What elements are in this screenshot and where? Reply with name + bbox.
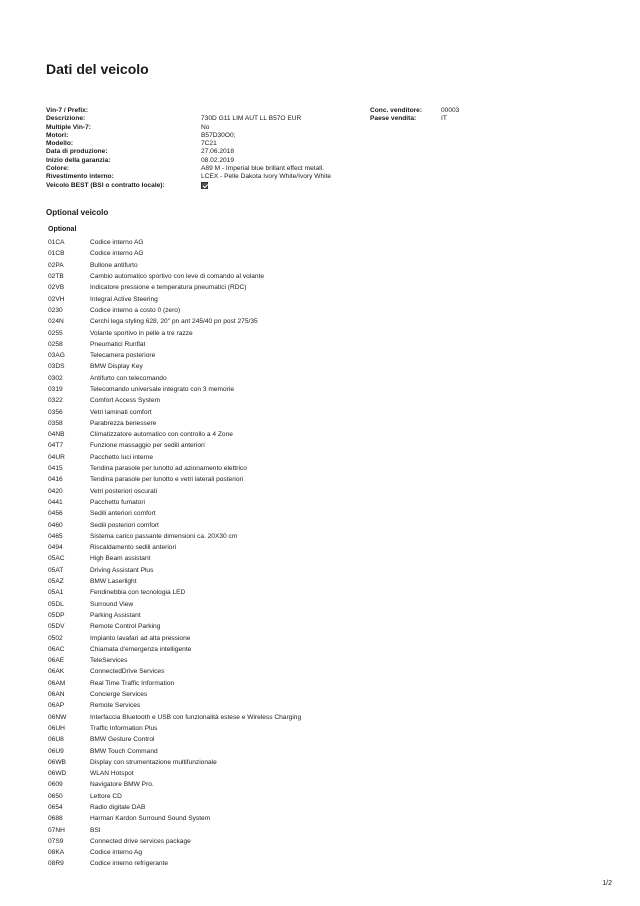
optional-code: 03DS (48, 363, 65, 371)
vehicle-info-label: Vin-7 / Prefix: (46, 107, 89, 114)
optional-description: Cerchi lega styling 628, 20" pn ant 245/40 pn post 275/35 (90, 318, 258, 326)
vehicle-info-label: Data di produzione: (46, 148, 108, 156)
optional-row (48, 373, 301, 384)
optional-description: Surround View (90, 600, 134, 608)
optional-row (48, 282, 301, 293)
optional-description: Codice interno a costo 0 (zero) (90, 306, 181, 314)
optional-description: Integral Active Steering (90, 295, 158, 303)
optional-code: 0319 (48, 386, 63, 393)
optional-row (48, 293, 301, 304)
optional-code: 05DP (48, 611, 65, 619)
vehicle-info-label: Rivestimento interno: (46, 173, 114, 181)
optional-row (48, 599, 301, 610)
optional-code: 0420 (48, 487, 63, 495)
vehicle-info-value: 730D G11 LIM AUT LL B57O EUR (201, 115, 302, 123)
optional-code: 0322 (48, 397, 63, 405)
optional-description: Pacchetto luci interne (90, 453, 154, 461)
optional-code: 0255 (48, 329, 63, 337)
optional-code: 0441 (48, 498, 63, 506)
optional-description: Remote Services (90, 702, 141, 710)
optional-description: Telecomando universale integrato con 3 memorie (90, 386, 235, 393)
optional-code: 06U9 (48, 747, 64, 755)
page-number: 1/2 (602, 880, 612, 887)
optional-description: Fendinebbia con tecnologia LED (90, 589, 186, 597)
optional-row (48, 565, 301, 576)
optional-description: Traffic Information Plus (90, 724, 158, 732)
optional-code: 06AE (48, 657, 65, 665)
optional-code: 05AC (48, 555, 65, 563)
optional-description: TeleServices (90, 657, 128, 665)
vehicle-info-row (46, 165, 371, 173)
dealer-info-label: Conc. venditore: (370, 107, 423, 114)
optional-code: 0258 (48, 340, 63, 348)
optional-row (48, 836, 301, 847)
vehicle-info-row (46, 107, 371, 115)
optional-row (48, 395, 301, 406)
optional-description: Riscaldamento sedili anteriori (90, 544, 177, 552)
best-vehicle-checkbox[interactable] (201, 182, 208, 189)
optional-row (48, 632, 301, 643)
optional-description: Indicatore pressione e temperatura pneumatici (RDC) (90, 284, 247, 292)
optional-code: 01CB (48, 250, 65, 258)
optional-description: BMW Display Key (90, 363, 143, 371)
optional-row (48, 791, 301, 802)
optional-code: 0688 (48, 815, 63, 823)
optional-code: 05A1 (48, 589, 64, 597)
optional-row (48, 384, 301, 395)
optional-row (48, 734, 301, 745)
optional-row (48, 858, 301, 869)
optional-description: Connected drive services package (90, 837, 191, 845)
vehicle-info-value: No (201, 123, 210, 131)
optional-code: 03AG (48, 352, 65, 360)
optional-row (48, 418, 301, 429)
optional-code: 01CA (48, 239, 65, 247)
optional-description: Climatizzatore automatico con controllo a 4 Zone (90, 431, 233, 439)
optional-description: Sedili posteriori comfort (90, 521, 159, 529)
vehicle-info-label: Veicolo BEST (BSI o contratto locale): (46, 181, 165, 189)
optional-row (48, 587, 301, 598)
optional-description: High Beam assistant (90, 555, 151, 563)
optional-description: Sistema carico passante dimensioni ca. 20X30 cm (90, 532, 238, 540)
optional-row (48, 576, 301, 587)
optional-description: Parabrezza benessere (90, 419, 157, 427)
optional-code: 0494 (48, 544, 63, 552)
optional-row (48, 779, 301, 790)
optional-code: 05AT (48, 566, 64, 574)
optional-code: 0460 (48, 521, 63, 529)
vehicle-info-row (46, 148, 371, 156)
optional-description: Comfort Access System (90, 397, 160, 405)
optional-code: 0456 (48, 510, 63, 518)
vehicle-info-row (46, 115, 371, 123)
optional-code: 06AC (48, 645, 65, 653)
optional-row (48, 497, 301, 508)
optional-code: 04T7 (48, 442, 64, 450)
optional-description: Remote Control Parking (90, 623, 161, 631)
vehicle-info-value: B57D30O0; (201, 131, 236, 139)
optional-code: 05DL (48, 600, 64, 608)
dealer-info-value: IT (441, 115, 447, 123)
optional-code: 05AZ (48, 578, 64, 586)
optional-description: Sedili anteriori comfort (90, 510, 156, 518)
optional-code: 0356 (48, 408, 63, 416)
vehicle-info-value: 7C21 (201, 140, 217, 148)
optional-description: Telecamera posteriore (90, 352, 156, 360)
optional-code: 06AP (48, 702, 65, 710)
optional-row (48, 700, 301, 711)
vehicle-info-label: Colore: (46, 165, 70, 173)
optional-description: Volante sportivo in pelle a tre razze (90, 329, 193, 337)
optional-description: Lettore CD (90, 792, 122, 800)
optional-row (48, 260, 301, 271)
optional-row (48, 350, 301, 361)
vehicle-info-value (201, 107, 371, 115)
optional-row (48, 689, 301, 700)
optional-description: Impianto lavafari ad alta pressione (90, 634, 191, 642)
optional-description: Bullone antifurto (90, 261, 138, 269)
optional-row (48, 745, 301, 756)
vehicle-info-row (46, 173, 371, 181)
optional-description: BMW Laserlight (90, 578, 137, 586)
optional-row (48, 813, 301, 824)
optional-description: Harman Kardon Surround Sound System (90, 815, 211, 823)
optional-description: Pacchetto fumatori (90, 498, 145, 506)
optional-row (48, 553, 301, 564)
optional-row (48, 768, 301, 779)
page-title: Dati del veicolo (46, 61, 149, 77)
optional-code: 02TB (48, 273, 64, 281)
optional-row (48, 440, 301, 451)
optional-row (48, 644, 301, 655)
optional-description: Funzione massaggio per sedili anteriori (90, 442, 205, 450)
optional-row (48, 847, 301, 858)
optional-row (48, 610, 301, 621)
vehicle-info-label: Descrizione: (46, 115, 86, 123)
optional-row (48, 757, 301, 768)
optional-row (48, 723, 301, 734)
optional-code: 0416 (48, 476, 63, 484)
optional-description: Interfaccia Bluetooth e USB con funzionalità estese e Wireless Charging (90, 713, 302, 721)
optional-row (48, 711, 301, 722)
optional-description: Radio digitale DAB (90, 803, 146, 811)
optional-description: Navigatore BMW Pro. (90, 781, 154, 789)
optional-row (48, 463, 301, 474)
optional-row (48, 361, 301, 372)
optional-code: 08R9 (48, 860, 64, 868)
vehicle-info-row (46, 124, 371, 132)
optional-description: Vetri posteriori oscurati (90, 487, 158, 495)
optional-row (48, 508, 301, 519)
optional-description: Chiamata d'emergenza intelligente (90, 645, 192, 653)
optional-description: BMW Gesture Control (90, 736, 155, 744)
optional-code: 04UR (48, 453, 65, 461)
optional-description: Codice interno AG (90, 250, 144, 258)
vehicle-info-value: 27.06.2018 (201, 148, 235, 156)
optional-code: 0415 (48, 465, 63, 473)
optional-row (48, 824, 301, 835)
optional-code: 0502 (48, 634, 63, 642)
optional-code: 024N (48, 318, 64, 326)
optional-code: 06UH (48, 724, 65, 732)
vehicle-info-value: 08.02.2019 (201, 156, 235, 164)
vehicle-info-label: Modello: (46, 140, 74, 148)
optional-row (48, 666, 301, 677)
optional-row (48, 237, 301, 248)
optional-description: Real Time Traffic Information (90, 679, 175, 687)
optional-list (48, 237, 301, 870)
optional-code: 06WD (48, 770, 67, 778)
optional-row (48, 474, 301, 485)
optional-row (48, 271, 301, 282)
optional-code: 08KA (48, 849, 65, 857)
vehicle-info-row (46, 157, 371, 165)
optional-code: 06AM (48, 679, 66, 687)
optional-row (48, 316, 301, 327)
vehicle-info-row (46, 182, 371, 190)
optional-code: 04NB (48, 431, 65, 439)
optional-description: Codice interno AG (90, 239, 144, 247)
optional-code: 0302 (48, 374, 63, 382)
dealer-info-value: 00003 (441, 107, 460, 114)
optional-row (48, 452, 301, 463)
optional-code: 0609 (48, 781, 63, 789)
optional-row (48, 519, 301, 530)
vehicle-info-label: Multiple Vin-7: (46, 123, 91, 131)
optional-code: 07S9 (48, 837, 64, 845)
dealer-info-row (370, 115, 459, 123)
optional-row (48, 339, 301, 350)
optional-description: Codice interno refrigerante (90, 860, 169, 868)
optional-description: Pneumatici Runflat (90, 340, 146, 348)
optional-row (48, 621, 301, 632)
optional-code: 06NW (48, 713, 67, 721)
optional-description: Cambio automatico sportivo con leve di comando al volante (90, 273, 265, 281)
vehicle-info (46, 107, 371, 190)
optional-code: 06WB (48, 758, 66, 766)
vehicle-info-row (46, 140, 371, 148)
optional-description: BMW Touch Command (90, 747, 158, 755)
vehicle-info-row (46, 132, 371, 140)
optional-code: 06AN (48, 691, 65, 699)
dealer-info-label: Paese vendita: (370, 115, 417, 123)
optional-code: 02VH (48, 295, 65, 303)
optional-row (48, 327, 301, 338)
optional-row (48, 486, 301, 497)
dealer-info (370, 107, 459, 124)
optional-row (48, 406, 301, 417)
optional-description: ConnectedDrive Services (90, 668, 165, 676)
optional-row (48, 305, 301, 316)
vehicle-info-label: Inizio della garanzia: (46, 156, 111, 164)
optional-row (48, 429, 301, 440)
optional-description: Tendina parasole per lunotto e vetri laterali posteriori (90, 476, 244, 484)
vehicle-info-value: A89 M - Imperial blue brillant effect metall. (201, 165, 325, 173)
optional-row (48, 655, 301, 666)
optional-description: Display con strumentazione multifunzionale (90, 758, 217, 766)
optional-description: Driving Assistant Plus (90, 566, 154, 574)
optional-header: Optional (48, 226, 77, 233)
section-title: Optional veicolo (46, 208, 109, 217)
optional-description: Antifurto con telecomando (90, 374, 167, 382)
optional-code: 0654 (48, 803, 63, 811)
optional-description: BSI (90, 826, 101, 834)
optional-description: WLAN Hotspot (90, 770, 134, 778)
optional-code: 02PA (48, 261, 64, 269)
optional-description: Concierge Services (90, 691, 148, 699)
optional-description: Parking Assistant (90, 611, 141, 619)
vehicle-info-label: Motori: (46, 131, 69, 139)
optional-code: 0650 (48, 792, 63, 800)
vehicle-info-value: LCEX - Pelle Dakota Ivory White/Ivory White (201, 173, 332, 181)
optional-code: 06AK (48, 668, 65, 676)
optional-description: Vetri laminati comfort (90, 408, 152, 416)
optional-code: 0358 (48, 419, 63, 427)
optional-description: Codice interno Ag (90, 849, 143, 857)
optional-code: 0230 (48, 306, 63, 314)
dealer-info-row (370, 107, 459, 115)
optional-code: 02VB (48, 284, 65, 292)
optional-row (48, 542, 301, 553)
optional-row (48, 248, 301, 259)
optional-row (48, 678, 301, 689)
optional-row (48, 531, 301, 542)
optional-description: Tendina parasole per lunotto ad azionamento elettrico (90, 465, 247, 473)
optional-code: 0465 (48, 532, 63, 540)
optional-code: 07NH (48, 826, 65, 834)
optional-code: 05DV (48, 623, 65, 631)
optional-row (48, 802, 301, 813)
optional-code: 06U8 (48, 736, 64, 744)
